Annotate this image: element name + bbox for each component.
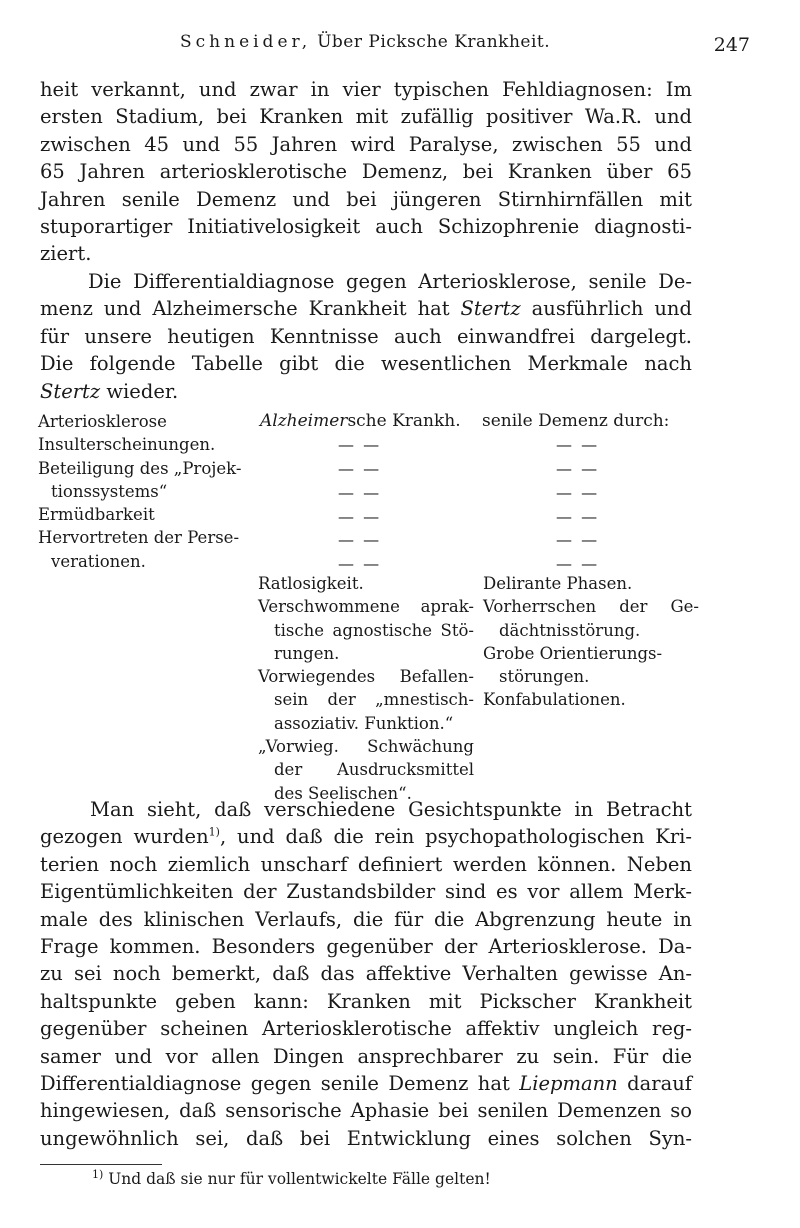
feature-line: assoziativ. Funktion.“ xyxy=(274,713,454,733)
text-line: zwischen 45 und 55 Jahren wird Paralyse, zwischen 55 und xyxy=(40,132,692,156)
footnote-marker: 1) xyxy=(92,1167,104,1181)
text-line xyxy=(40,823,692,850)
table-row-label: Beteiligung des „Projek- xyxy=(38,458,242,478)
running-title xyxy=(180,32,550,52)
text-segment: gezogen wurden xyxy=(40,825,209,849)
feature-line: sein der „mnestisch- xyxy=(274,690,474,710)
text-segment: wieder. xyxy=(100,379,179,403)
feature-line: Vorwiegendes Befallen- xyxy=(258,667,474,687)
text-line: gegenüber scheinen Arteriosklerotische affektiv ungleich reg- xyxy=(40,1017,692,1041)
dash-mark: — — xyxy=(338,554,382,573)
feature-line: des Seelischen“. xyxy=(274,783,412,803)
table-header-arteriosklerose: Arteriosklerose xyxy=(38,412,167,431)
feature-line: rungen. xyxy=(274,643,340,663)
alzheimer-features xyxy=(258,572,474,805)
author-name-stertz: Stertz xyxy=(460,297,521,321)
table-row-label: Ermüdbarkeit xyxy=(38,505,155,525)
feature-line: tische agnostische Stö- xyxy=(274,620,474,640)
feature-line: „Vorwieg. Schwächung xyxy=(258,737,474,757)
running-header xyxy=(40,32,760,60)
header-title: Über Picksche Krankheit. xyxy=(317,32,551,52)
paragraph-3 xyxy=(40,796,692,1152)
text-line: Die folgende Tabelle gibt die wesentlichen Merkmale nach xyxy=(40,352,692,376)
dash-mark: — — xyxy=(556,530,600,549)
dash-mark: — — xyxy=(556,554,600,573)
dash-mark: — — xyxy=(338,483,382,502)
text-line: Die Differentialdiagnose gegen Arteriosklerose, senile De- xyxy=(88,270,692,293)
text-line: ersten Stadium, bei Kranken mit zufällig positiver Wa.R. und xyxy=(40,105,692,129)
paragraph-2 xyxy=(40,268,692,405)
author-name-stertz: Stertz xyxy=(40,379,101,403)
feature-line: dächtnisstörung. xyxy=(499,620,641,640)
text-segment: darauf xyxy=(617,1072,693,1096)
text-segment: sche Krankh. xyxy=(347,411,461,431)
author-name-alzheimer: Alzheimer xyxy=(260,411,348,431)
table-row-label: Insulterscheinungen. xyxy=(38,435,216,455)
table-header-senile: senile Demenz durch: xyxy=(482,411,670,431)
text-line: für unsere heutigen Kenntnisse auch einwandfrei dargelegt. xyxy=(40,324,692,348)
text-line: male des klinischen Verlaufs, die für die Abgrenzung heute in xyxy=(40,907,692,931)
dash-mark: — — xyxy=(338,459,382,478)
text-line: hingewiesen, daß sensorische Aphasie bei senilen Demenzen so xyxy=(40,1099,692,1123)
table-header-alzheimer xyxy=(260,410,461,433)
footnote xyxy=(92,1167,491,1188)
feature-line: Verschwommene aprak- xyxy=(258,597,474,617)
feature-line: Vorherrschen der Ge- xyxy=(483,597,699,617)
text-line xyxy=(40,1070,692,1097)
page-number: 247 xyxy=(713,34,750,56)
feature-line: Delirante Phasen. xyxy=(483,574,633,593)
text-line: Eigentümlichkeiten der Zustandsbilder sind es vor allem Merk- xyxy=(40,880,692,904)
text-segment: ausführlich und xyxy=(520,297,692,321)
feature-line: der Ausdrucksmittel xyxy=(274,760,474,780)
dash-mark: — — xyxy=(556,435,600,454)
text-line: ungewöhnlich sei, daß bei Entwicklung eines solchen Syn- xyxy=(40,1126,692,1150)
dash-mark: — — xyxy=(338,530,382,549)
author-name-liepmann: Liepmann xyxy=(519,1072,618,1096)
text-line: 65 Jahren arteriosklerotische Demenz, bei Kranken über 65 xyxy=(40,160,692,184)
dash-mark: — — xyxy=(338,507,382,526)
text-line: haltspunkte geben kann: Kranken mit Pickscher Krankheit xyxy=(40,989,692,1013)
dash-mark: — — xyxy=(556,483,600,502)
text-segment: menz und Alzheimersche Krankheit hat xyxy=(40,297,461,321)
text-line: Man sieht, daß verschiedene Gesichtspunkte in Betracht xyxy=(90,798,692,821)
feature-line: Konfabulationen. xyxy=(483,690,626,710)
text-line: zu sei noch bemerkt, daß das affektive Verhalten gewisse An- xyxy=(40,962,692,986)
header-author: Schneider, xyxy=(180,32,312,52)
text-line: ziert. xyxy=(40,242,92,266)
text-line: stuporartiger Initiativelosigkeit auch Schizophrenie diagnosti- xyxy=(40,215,692,239)
text-line xyxy=(40,378,692,405)
text-line: Jahren senile Demenz und bei jüngeren Stirnhirnfällen mit xyxy=(40,187,692,211)
text-line: terien noch ziemlich unscharf definiert werden können. Neben xyxy=(40,852,692,876)
senile-features xyxy=(483,572,699,712)
dash-mark: — — xyxy=(338,435,382,454)
text-segment: Differentialdiagnose gegen senile Demenz hat xyxy=(40,1072,520,1096)
text-line xyxy=(40,295,692,322)
footnote-reference: 1) xyxy=(208,825,220,839)
footnote-text: Und daß sie nur für vollentwickelte Fälle gelten! xyxy=(103,1170,491,1188)
dash-mark: — — xyxy=(556,507,600,526)
table-row-label: Hervortreten der Perse- xyxy=(38,528,240,548)
text-segment: , und daß die rein psychopathologischen Kri- xyxy=(219,825,692,849)
feature-line: Ratlosigkeit. xyxy=(258,574,364,593)
feature-line: störungen. xyxy=(499,667,590,687)
text-line: samer und vor allen Dingen ansprechbarer zu sein. Für die xyxy=(40,1044,692,1068)
footnote-divider xyxy=(40,1164,162,1165)
text-line: Frage kommen. Besonders gegenüber der Arteriosklerose. Da- xyxy=(40,935,692,959)
table-criteria-column xyxy=(38,410,268,573)
text-line: heit verkannt, und zwar in vier typischen Fehldiagnosen: Im xyxy=(40,78,692,101)
table-row-label: verationen. xyxy=(51,551,146,571)
feature-line: Grobe Orientierungs- xyxy=(483,643,663,663)
dash-mark: — — xyxy=(556,459,600,478)
table-row-label: tionssystems“ xyxy=(51,481,168,501)
paragraph-1 xyxy=(40,76,692,268)
